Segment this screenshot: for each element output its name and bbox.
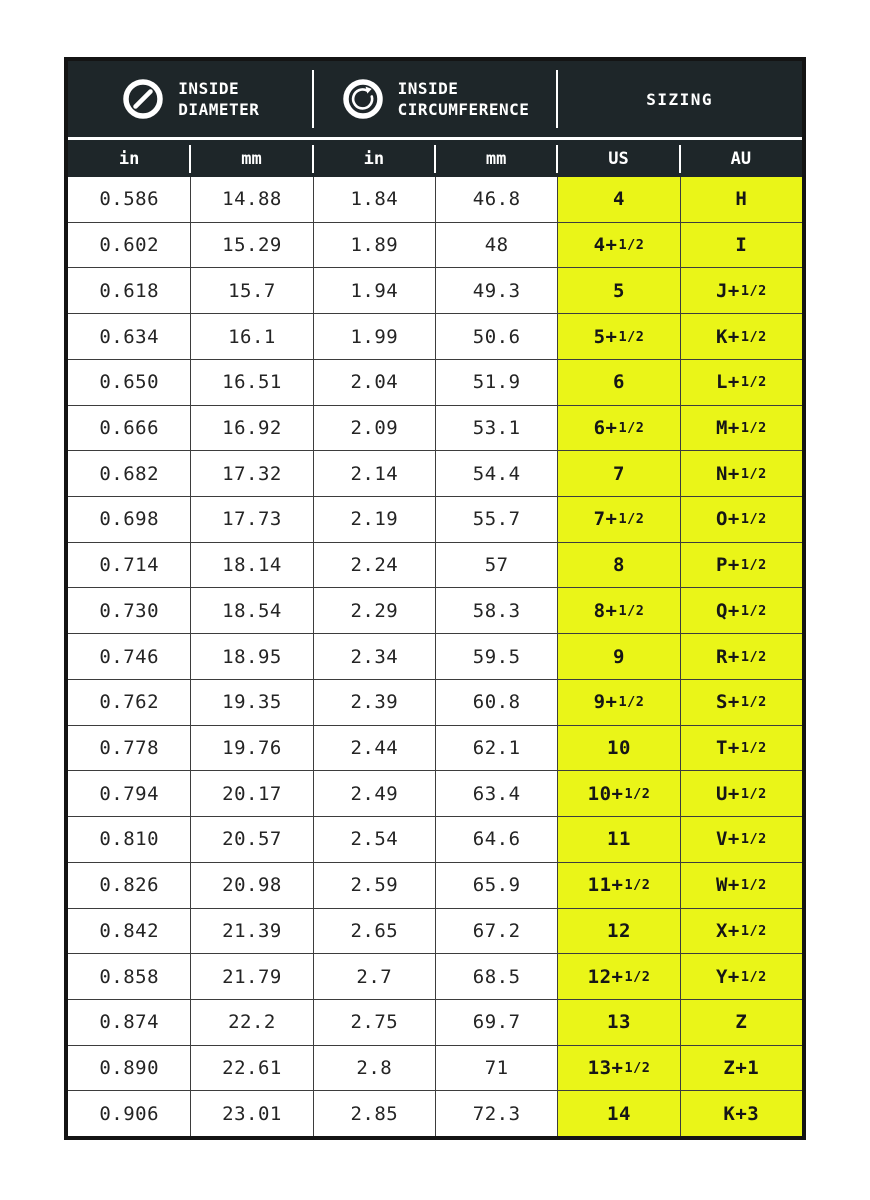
au-size-cell: L+ 1/2 [680, 360, 802, 405]
diameter-in-cell: 0.842 [99, 919, 160, 942]
au-size-cell: X+ 1/2 [680, 909, 802, 954]
circumference-mm-cell: 58.3 [435, 588, 557, 633]
diameter-mm-cell: 19.76 [190, 726, 312, 771]
us-size-cell: 7+ 1/2 [557, 497, 679, 542]
column-header-circumference-mm: mm [435, 140, 557, 177]
diameter-mm-cell: 20.57 [190, 817, 312, 862]
circumference-mm-cell: 54.4 [435, 451, 557, 496]
table-row [68, 359, 802, 405]
us-size-cell: 5 [557, 268, 679, 313]
circumference-mm-cell: 51.9 [435, 360, 557, 405]
header-label-inside-diameter [178, 78, 259, 120]
column-header-us: US [557, 140, 679, 177]
circumference-mm-cell: 49.3 [435, 268, 557, 313]
us-size-cell: 8 [557, 543, 679, 588]
us-size-cell: 4 [557, 177, 679, 222]
table-row [68, 267, 802, 313]
us-size-cell: 9 [557, 634, 679, 679]
diameter-in-cell: 0.714 [99, 554, 160, 577]
table-row [68, 679, 802, 725]
circumference-mm-cell: 53.1 [435, 406, 557, 451]
diameter-in-cell: 0.730 [99, 599, 160, 622]
au-size-cell: Y+ 1/2 [680, 954, 802, 999]
us-size-cell: 10 [557, 726, 679, 771]
circumference-in-cell: 1.84 [313, 177, 435, 222]
diameter-in-cell: 0.650 [99, 371, 160, 394]
table-row [68, 405, 802, 451]
diameter-mm-cell: 18.95 [190, 634, 312, 679]
column-header-diameter-mm: mm [190, 140, 312, 177]
circumference-in-cell: 2.44 [313, 726, 435, 771]
header-label-line1: INSIDE [397, 79, 459, 98]
diameter-mm-cell: 16.92 [190, 406, 312, 451]
circumference-mm-cell: 59.5 [435, 634, 557, 679]
diameter-in-cell: 0.794 [99, 782, 160, 805]
circumference-in-cell: 2.19 [313, 497, 435, 542]
au-size-cell: V+ 1/2 [680, 817, 802, 862]
diameter-in-cell: 0.698 [99, 508, 160, 531]
us-size-cell: 7 [557, 451, 679, 496]
circumference-in-cell: 2.85 [313, 1091, 435, 1136]
circumference-in-cell: 1.94 [313, 268, 435, 313]
diameter-in-cell: 0.810 [99, 828, 160, 851]
diameter-mm-cell: 17.73 [190, 497, 312, 542]
circumference-in-cell: 2.75 [313, 1000, 435, 1045]
us-size-cell: 11 [557, 817, 679, 862]
header-label-line2: DIAMETER [178, 100, 260, 119]
au-size-cell: U+ 1/2 [680, 771, 802, 816]
au-size-cell: O+ 1/2 [680, 497, 802, 542]
table-header [68, 61, 802, 137]
header-label-line2: CIRCUMFERENCE [397, 100, 530, 119]
circumference-mm-cell: 72.3 [435, 1091, 557, 1136]
column-header-diameter-in: in [118, 148, 140, 169]
diameter-mm-cell: 22.2 [190, 1000, 312, 1045]
circumference-in-cell: 1.99 [313, 314, 435, 359]
circumference-mm-cell: 48 [435, 223, 557, 268]
diameter-mm-cell: 20.17 [190, 771, 312, 816]
us-size-cell: 14 [557, 1091, 679, 1136]
circumference-in-cell: 2.49 [313, 771, 435, 816]
diameter-mm-cell: 20.98 [190, 863, 312, 908]
us-size-cell: 12+ 1/2 [557, 954, 679, 999]
au-size-cell: K+3 [680, 1091, 802, 1136]
diameter-in-cell: 0.874 [99, 1011, 160, 1034]
diameter-mm-cell: 15.7 [190, 268, 312, 313]
column-header-au: AU [680, 140, 802, 177]
ring-size-table [64, 57, 806, 1140]
us-size-cell: 6+ 1/2 [557, 406, 679, 451]
diameter-mm-cell: 23.01 [190, 1091, 312, 1136]
diameter-mm-cell: 14.88 [190, 177, 312, 222]
diameter-icon [121, 77, 165, 121]
table-row [68, 953, 802, 999]
circumference-mm-cell: 65.9 [435, 863, 557, 908]
au-size-cell: R+ 1/2 [680, 634, 802, 679]
column-header-circumference-in: in [313, 140, 435, 177]
header-label-sizing: SIZING [646, 89, 714, 109]
table-row [68, 816, 802, 862]
diameter-in-cell: 0.586 [99, 188, 160, 211]
au-size-cell: Q+ 1/2 [680, 588, 802, 633]
circumference-in-cell: 2.8 [313, 1046, 435, 1091]
us-size-cell: 13+ 1/2 [557, 1046, 679, 1091]
circumference-in-cell: 2.24 [313, 543, 435, 588]
circumference-mm-cell: 69.7 [435, 1000, 557, 1045]
table-row [68, 725, 802, 771]
table-row [68, 222, 802, 268]
au-size-cell: K+ 1/2 [680, 314, 802, 359]
header-section-inside-circumference [313, 61, 558, 137]
us-size-cell: 9+ 1/2 [557, 680, 679, 725]
diameter-in-cell: 0.906 [99, 1102, 160, 1125]
table-row [68, 177, 802, 222]
au-size-cell: S+ 1/2 [680, 680, 802, 725]
us-size-cell: 6 [557, 360, 679, 405]
table-row [68, 1090, 802, 1136]
circumference-mm-cell: 50.6 [435, 314, 557, 359]
diameter-mm-cell: 18.14 [190, 543, 312, 588]
us-size-cell: 10+ 1/2 [557, 771, 679, 816]
diameter-mm-cell: 15.29 [190, 223, 312, 268]
circumference-mm-cell: 63.4 [435, 771, 557, 816]
circumference-in-cell: 2.59 [313, 863, 435, 908]
table-row [68, 496, 802, 542]
au-size-cell: H [680, 177, 802, 222]
table-row [68, 770, 802, 816]
table-row [68, 908, 802, 954]
diameter-mm-cell: 19.35 [190, 680, 312, 725]
us-size-cell: 5+ 1/2 [557, 314, 679, 359]
table-column-header-row [68, 140, 802, 177]
diameter-in-cell: 0.826 [99, 874, 160, 897]
diameter-mm-cell: 21.79 [190, 954, 312, 999]
circumference-mm-cell: 68.5 [435, 954, 557, 999]
au-size-cell: N+ 1/2 [680, 451, 802, 496]
circumference-in-cell: 2.39 [313, 680, 435, 725]
diameter-in-cell: 0.682 [99, 462, 160, 485]
circumference-mm-cell: 67.2 [435, 909, 557, 954]
diameter-in-cell: 0.602 [99, 234, 160, 257]
table-row [68, 862, 802, 908]
us-size-cell: 13 [557, 1000, 679, 1045]
us-size-cell: 4+ 1/2 [557, 223, 679, 268]
us-size-cell: 11+ 1/2 [557, 863, 679, 908]
au-size-cell: W+ 1/2 [680, 863, 802, 908]
circumference-mm-cell: 60.8 [435, 680, 557, 725]
circumference-icon [341, 77, 385, 121]
au-size-cell: T+ 1/2 [680, 726, 802, 771]
circumference-in-cell: 2.04 [313, 360, 435, 405]
diameter-in-cell: 0.762 [99, 691, 160, 714]
diameter-in-cell: 0.618 [99, 279, 160, 302]
au-size-cell: J+ 1/2 [680, 268, 802, 313]
au-size-cell: Z [680, 1000, 802, 1045]
diameter-in-cell: 0.666 [99, 416, 160, 439]
header-section-inside-diameter [68, 61, 313, 137]
header-label-inside-circumference [398, 78, 530, 120]
diameter-mm-cell: 16.1 [190, 314, 312, 359]
table-body [68, 177, 802, 1136]
diameter-in-cell: 0.890 [99, 1057, 160, 1080]
au-size-cell: Z+1 [680, 1046, 802, 1091]
header-section-sizing [557, 61, 802, 137]
circumference-in-cell: 2.54 [313, 817, 435, 862]
circumference-in-cell: 2.7 [313, 954, 435, 999]
diameter-mm-cell: 17.32 [190, 451, 312, 496]
table-row [68, 313, 802, 359]
us-size-cell: 12 [557, 909, 679, 954]
au-size-cell: M+ 1/2 [680, 406, 802, 451]
circumference-mm-cell: 57 [435, 543, 557, 588]
circumference-mm-cell: 64.6 [435, 817, 557, 862]
table-row [68, 999, 802, 1045]
circumference-in-cell: 2.14 [313, 451, 435, 496]
header-label-line1: INSIDE [178, 79, 240, 98]
circumference-in-cell: 1.89 [313, 223, 435, 268]
diameter-mm-cell: 18.54 [190, 588, 312, 633]
table-row [68, 450, 802, 496]
diameter-mm-cell: 22.61 [190, 1046, 312, 1091]
table-row [68, 587, 802, 633]
circumference-mm-cell: 62.1 [435, 726, 557, 771]
diameter-in-cell: 0.858 [99, 965, 160, 988]
diameter-mm-cell: 21.39 [190, 909, 312, 954]
au-size-cell: I [680, 223, 802, 268]
circumference-in-cell: 2.09 [313, 406, 435, 451]
circumference-in-cell: 2.34 [313, 634, 435, 679]
diameter-in-cell: 0.746 [99, 645, 160, 668]
circumference-in-cell: 2.29 [313, 588, 435, 633]
au-size-cell: P+ 1/2 [680, 543, 802, 588]
diameter-in-cell: 0.778 [99, 736, 160, 759]
diameter-in-cell: 0.634 [99, 325, 160, 348]
diameter-mm-cell: 16.51 [190, 360, 312, 405]
circumference-mm-cell: 55.7 [435, 497, 557, 542]
us-size-cell: 8+ 1/2 [557, 588, 679, 633]
table-row [68, 633, 802, 679]
table-row [68, 542, 802, 588]
circumference-mm-cell: 46.8 [435, 177, 557, 222]
circumference-mm-cell: 71 [435, 1046, 557, 1091]
table-row [68, 1045, 802, 1091]
circumference-in-cell: 2.65 [313, 909, 435, 954]
